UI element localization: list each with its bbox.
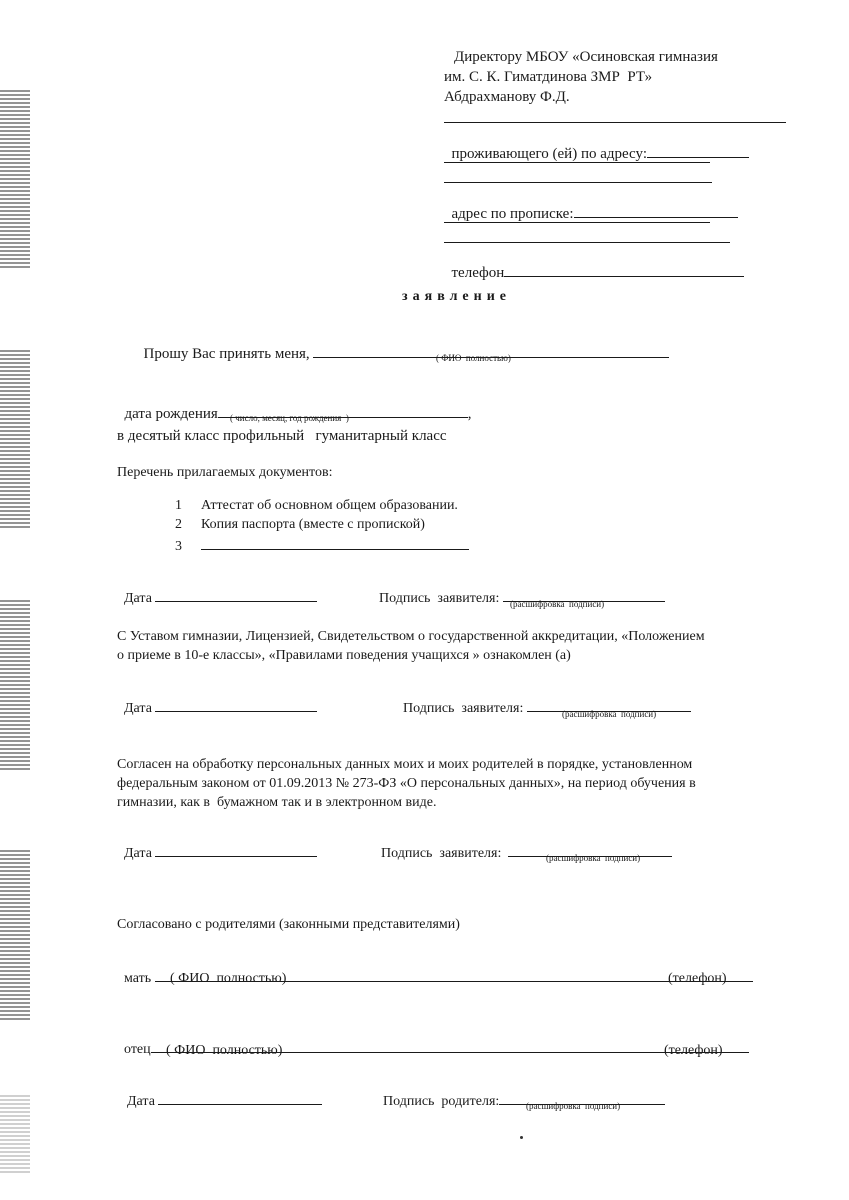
residence-input[interactable] xyxy=(647,145,749,158)
registration-input[interactable] xyxy=(574,205,738,218)
signature-hint: (расшифровка подписи) xyxy=(562,709,657,719)
request-line xyxy=(136,330,669,362)
addressee-line-2: им. С. К. Гиматдинова ЗМР РТ» xyxy=(444,69,653,85)
birth-line: дата рождения , xyxy=(124,406,472,422)
acknowledgement-line-2: о приеме в 10-е классы», «Правилами поведения учащихся » ознакомлен (а) xyxy=(117,648,571,663)
acknowledgement-line-1: С Уставом гимназии, Лицензией, Свидетельством о государственной аккредитации, «Положением xyxy=(117,629,705,644)
document-title: заявление xyxy=(402,289,511,304)
date-label: Дата xyxy=(124,701,152,716)
date-field xyxy=(117,575,317,606)
addressee-name: Абдрахманову Ф.Д. xyxy=(444,89,570,105)
date-field xyxy=(120,1078,322,1109)
date-field xyxy=(117,685,317,716)
class-text: в десятый класс профильный гуманитарный класс xyxy=(117,428,447,444)
date-label: Дата xyxy=(124,591,152,606)
signature-hint: (расшифровка подписи) xyxy=(510,599,605,609)
signature-label: Подпись родителя: xyxy=(383,1094,500,1109)
phone-input[interactable] xyxy=(504,264,744,277)
blank-line[interactable] xyxy=(444,242,730,243)
signature-label: Подпись заявителя: xyxy=(379,591,500,606)
father-fio-hint: ( ФИО полностью) xyxy=(166,1043,283,1058)
addressee-line-1: Директору МБОУ «Осиновская гимназия xyxy=(454,49,718,65)
consent-line-3: гимназии, как в бумажном так и в электронном виде. xyxy=(117,795,437,810)
request-text: Прошу Вас принять меня, xyxy=(143,346,310,362)
birth-hint: ( число, месяц, год рождения ) xyxy=(230,413,349,423)
item-input[interactable] xyxy=(201,537,469,550)
scan-artifact xyxy=(0,350,30,530)
consent-line-2: федеральным законом от 01.09.2013 № 273-ФЗ «О персональных данных», на период обучения в xyxy=(117,776,696,791)
scan-artifact xyxy=(0,850,30,1020)
documents-heading: Перечень прилагаемых документов: xyxy=(117,465,333,480)
father-label: отец xyxy=(124,1042,151,1057)
signature-field xyxy=(376,1078,665,1109)
blank-line[interactable] xyxy=(444,122,786,123)
parents-heading: Согласовано с родителями (законными представителями) xyxy=(117,917,460,932)
consent-line-1: Согласен на обработку персональных данных моих и моих родителей в порядке, установленном xyxy=(117,757,693,772)
residence-label: проживающего (ей) по адресу: xyxy=(451,146,647,162)
mother-fio-hint: ( ФИО полностью) xyxy=(170,971,287,986)
date-label: Дата xyxy=(127,1094,155,1109)
item-text: Копия паспорта (вместе с пропиской) xyxy=(201,517,425,532)
date-input[interactable] xyxy=(155,699,317,712)
scan-artifact xyxy=(0,90,30,270)
signature-hint: (расшифровка подписи) xyxy=(546,853,641,863)
date-input[interactable] xyxy=(155,844,317,857)
blank-line[interactable] xyxy=(444,182,712,183)
fio-hint: ( ФИО полностью) xyxy=(436,353,511,363)
residence-field xyxy=(444,130,749,162)
phone-label: телефон xyxy=(451,265,505,281)
signature-hint: (расшифровка подписи) xyxy=(526,1101,621,1111)
item-text: Аттестат об основном общем образовании. xyxy=(201,498,458,513)
blank-line[interactable] xyxy=(444,162,710,163)
item-number: 3 xyxy=(175,539,182,554)
date-input[interactable] xyxy=(158,1092,322,1105)
father-phone-hint: (телефон) xyxy=(664,1043,723,1058)
phone-field xyxy=(444,249,744,281)
item-number: 2 xyxy=(175,517,182,532)
scan-artifact xyxy=(0,1095,30,1175)
signature-label: Подпись заявителя: xyxy=(403,701,524,716)
date-input[interactable] xyxy=(155,589,317,602)
mother-phone-hint: (телефон) xyxy=(668,971,727,986)
blank-line[interactable] xyxy=(444,222,710,223)
scan-speck xyxy=(520,1136,523,1139)
signature-label: Подпись заявителя: xyxy=(381,846,502,861)
registration-field xyxy=(444,190,738,222)
item-number: 1 xyxy=(175,498,182,513)
date-field xyxy=(117,830,317,861)
birth-label: дата рождения xyxy=(124,406,218,422)
document-item xyxy=(168,523,469,554)
registration-label: адрес по прописке: xyxy=(451,206,574,222)
date-label: Дата xyxy=(124,846,152,861)
scan-artifact xyxy=(0,600,30,770)
mother-label: мать xyxy=(124,971,152,986)
